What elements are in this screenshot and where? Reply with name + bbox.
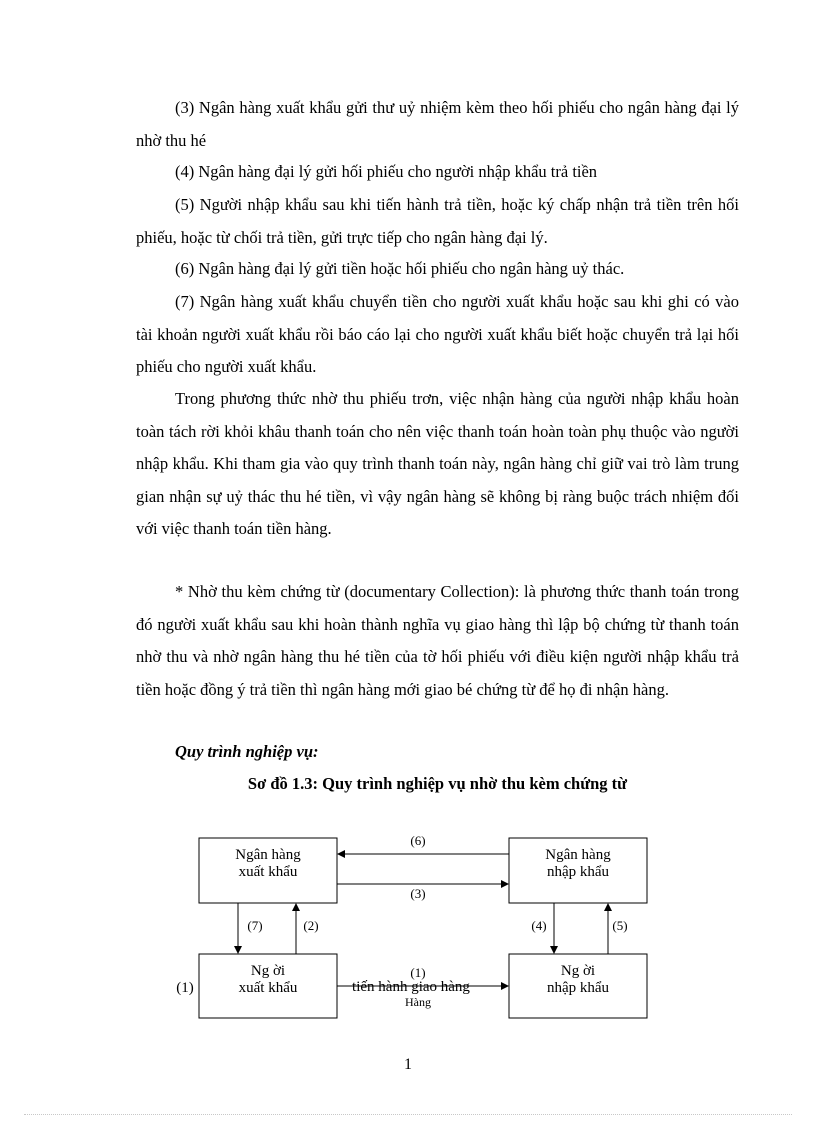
label-step-1-left: (1) [176,980,194,996]
label-step-6: (6) [410,833,426,848]
importer-line1: Ng ời [560,963,596,979]
paragraph-step-6: (6) Ngân hàng đại lý gửi tiền hoặc hối phiếu cho ngân hàng uỷ thác. [175,259,625,278]
paragraph-step-5: (5) Người nhập khẩu sau khi tiến hành trả tiền, hoặc ký chấp nhận trả tiền trên hối phiếu, hoặc từ chối trả tiền, gửi trực tiếp cho ngân hàng đại lý. [136,195,739,247]
paragraph-step-7: (7) Ngân hàng xuất khẩu chuyển tiền cho người xuất khẩu hoặc sau khi ghi có vào tài khoản người xuất khẩu rồi báo cáo lại cho người xuất khẩu biết hoặc chuyển trả lại hối phiếu cho người xuất khẩu. [136,292,739,376]
figure-title: Sơ đồ 1.3: Quy trình nghiệp vụ nhờ thu kèm chứng từ [247,774,628,793]
paragraph-step-3: (3) Ngân hàng xuất khẩu gửi thư uỷ nhiệm kèm theo hối phiếu cho ngân hàng đại lý nhờ thu hé [136,98,739,150]
label-step-2: (2) [303,918,319,933]
subheading-process: Quy trình nghiệp vụ: [175,742,319,761]
paragraph-step-4: (4) Ngân hàng đại lý gửi hối phiếu cho người nhập khẩu trả tiền [175,162,598,181]
label-step-5: (5) [612,918,628,933]
page-number: 1 [404,1056,412,1073]
label-step-4: (4) [531,918,547,933]
exporter-line1: Ng ời [250,963,286,979]
paragraph-clean-collection: Trong phương thức nhờ thu phiếu trơn, việc nhận hàng của người nhập khẩu hoàn toàn tách rời khỏi khâu thanh toán cho nên việc thanh toán hoàn toàn phụ thuộc vào người nhập khẩu. Khi tham gia vào quy trình thanh toán này, ngân hàng chỉ giữ vai trò làm trung gian nhận sự uỷ thác thu hé tiền, vì vậy ngân hàng sẽ không bị ràng buộc trách nhiệm đối với việc thanh toán tiền hàng. [136,389,739,538]
label-goods: Hàng [405,995,431,1009]
label-step-7: (7) [247,918,263,933]
import-bank-line1: Ngân hàng [545,847,611,863]
page-footer-divider [24,1114,792,1115]
import-bank-line2: nhập khẩu [546,864,610,880]
label-ship-goods: tiến hành giao hàng [352,979,470,995]
label-step-1-middle: (1) [410,965,426,980]
paragraph-documentary-collection: * Nhờ thu kèm chứng từ (documentary Collection): là phương thức thanh toán trong đó người xuất khẩu sau khi hoàn thành nghĩa vụ giao hàng thì lập bộ chứng từ thanh toán nhờ thu và nhờ ngân hàng thu hé tiền của tờ hối phiếu với điều kiện người nhập khẩu trả tiền hoặc đồng ý trả tiền thì ngân hàng mới giao bé chứng từ để họ đi nhận hàng. [136,582,739,699]
importer-line2: nhập khẩu [546,980,610,996]
exporter-line2: xuất khẩu [238,980,298,996]
export-bank-line2: xuất khẩu [238,864,298,880]
label-step-3: (3) [410,886,426,901]
export-bank-line1: Ngân hàng [235,847,301,863]
